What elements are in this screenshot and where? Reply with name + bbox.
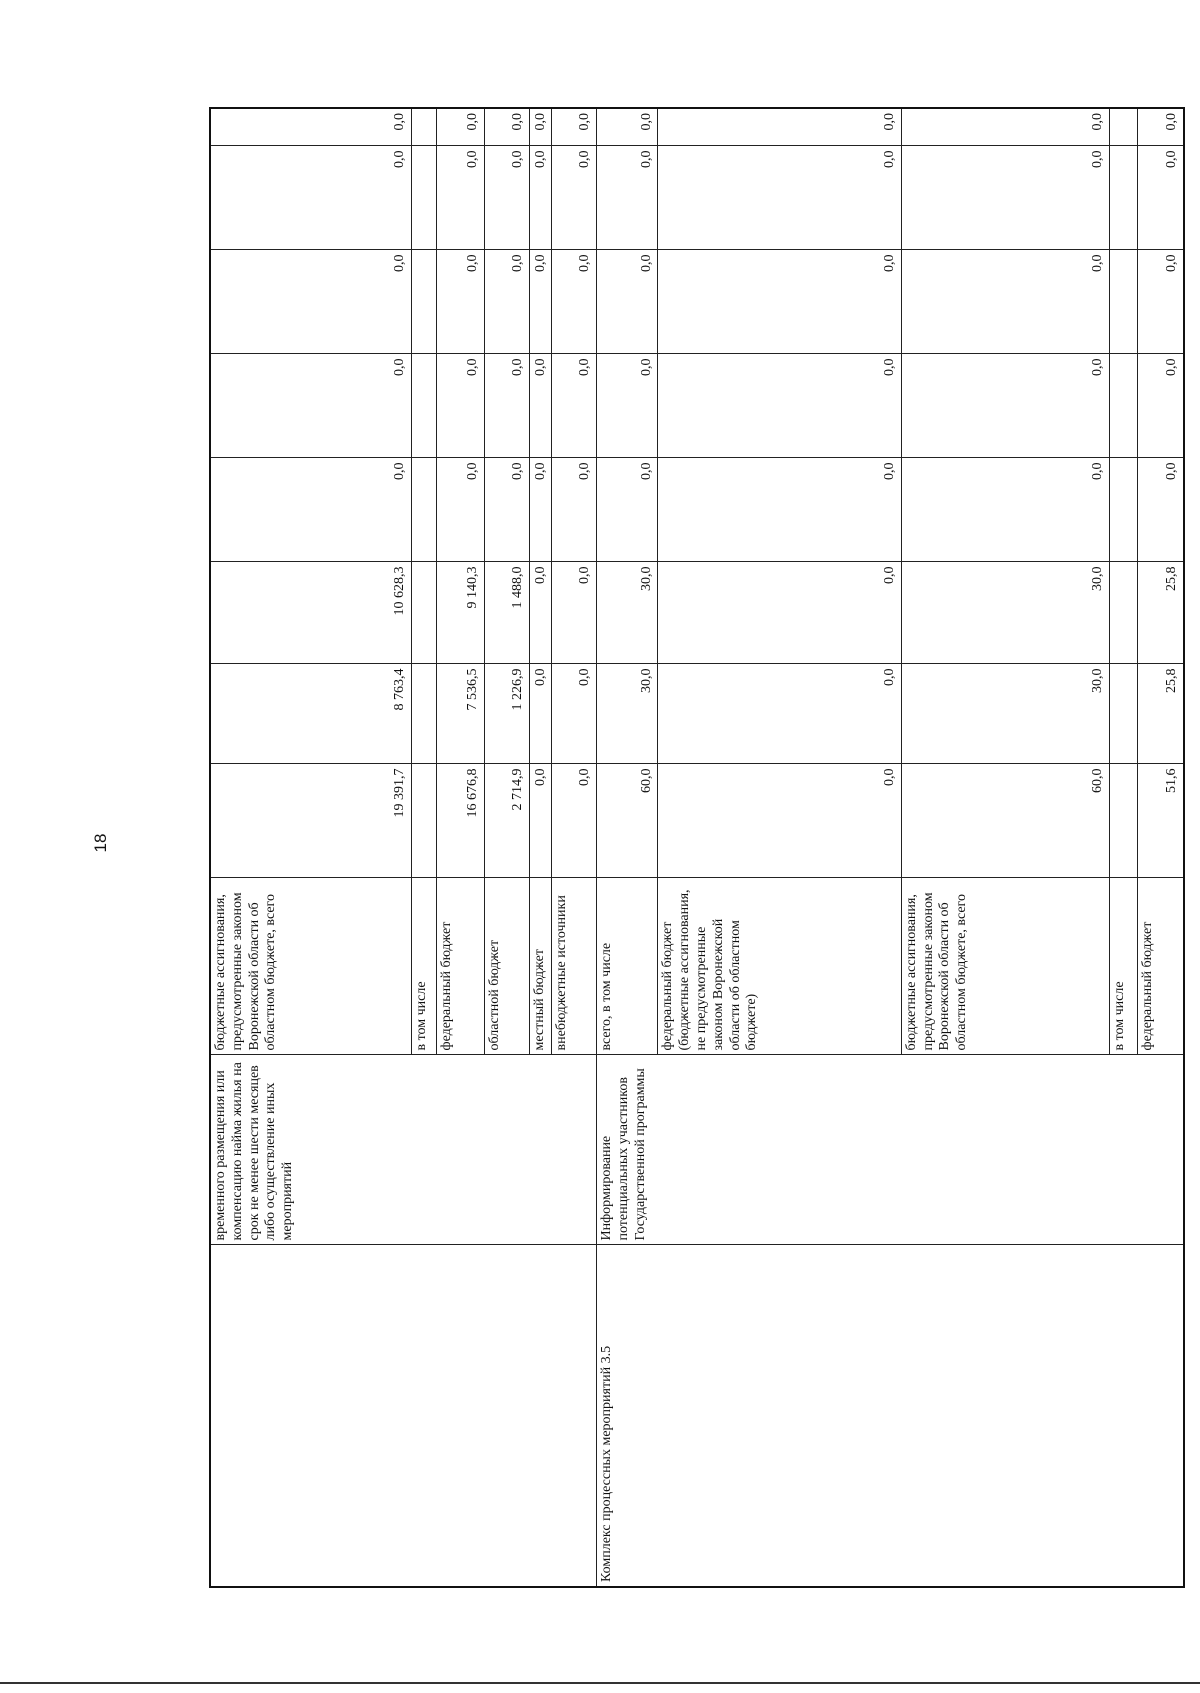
value-cell: 0,0 <box>437 146 485 250</box>
value-cell: 25,8 <box>1137 562 1184 664</box>
value-cell: 1 226,9 <box>484 664 529 764</box>
value-cell: 0,0 <box>484 354 529 458</box>
value-cell: 0,0 <box>901 108 1109 146</box>
value-cell: 0,0 <box>597 458 658 562</box>
row-label: областной бюджет <box>484 878 529 1055</box>
value-cell: 0,0 <box>484 146 529 250</box>
value-cell: 0,0 <box>552 250 597 354</box>
value-cell: 10 628,3 <box>210 562 412 664</box>
row-label: в том числе <box>412 878 437 1055</box>
value-cell: 0,0 <box>658 458 901 562</box>
value-cell: 0,0 <box>658 146 901 250</box>
value-cell: 7 536,5 <box>437 664 485 764</box>
value-cell: 0,0 <box>552 108 597 146</box>
value-cell: 9 140,3 <box>437 562 485 664</box>
value-cell: 0,0 <box>901 458 1109 562</box>
value-cell: 0,0 <box>552 458 597 562</box>
row-label: федеральный бюджет <box>1137 878 1184 1055</box>
value-cell: 0,0 <box>901 354 1109 458</box>
value-cell: 0,0 <box>901 250 1109 354</box>
complex-name-cell: Комплекс процессных мероприятий 3.5 <box>597 1245 1184 1587</box>
value-cell <box>1109 146 1137 250</box>
value-cell: 2 714,9 <box>484 764 529 878</box>
value-cell: 0,0 <box>597 146 658 250</box>
value-cell: 0,0 <box>484 458 529 562</box>
measure-name-cell: Информирование потенциальных участников Государственной программы <box>597 1055 1184 1245</box>
value-cell: 0,0 <box>529 146 552 250</box>
value-cell: 0,0 <box>901 146 1109 250</box>
row-label: бюджетные ассигнования, предусмотренные законом Воронежской области об областном бюджете, всего <box>210 878 412 1055</box>
value-cell: 0,0 <box>529 764 552 878</box>
rotated-table-container <box>209 109 1185 1588</box>
value-cell: 0,0 <box>529 354 552 458</box>
value-cell: 30,0 <box>901 562 1109 664</box>
value-cell <box>412 562 437 664</box>
scan-bottom-edge <box>0 1682 1200 1684</box>
table-row <box>597 108 658 1587</box>
value-cell <box>1109 764 1137 878</box>
value-cell: 0,0 <box>529 562 552 664</box>
value-cell: 0,0 <box>597 250 658 354</box>
value-cell <box>412 146 437 250</box>
value-cell: 60,0 <box>597 764 658 878</box>
table-row <box>210 108 412 1587</box>
value-cell: 0,0 <box>658 664 901 764</box>
row-label: бюджетные ассигнования, предусмотренные законом Воронежской области об областном бюджете, всего <box>901 878 1109 1055</box>
value-cell: 0,0 <box>597 108 658 146</box>
value-cell <box>412 664 437 764</box>
value-cell <box>1109 458 1137 562</box>
value-cell: 0,0 <box>597 354 658 458</box>
value-cell: 0,0 <box>658 354 901 458</box>
financing-table <box>209 107 1185 1588</box>
value-cell: 0,0 <box>437 108 485 146</box>
value-cell: 0,0 <box>1137 250 1184 354</box>
value-cell <box>412 354 437 458</box>
value-cell <box>412 764 437 878</box>
value-cell: 0,0 <box>210 250 412 354</box>
value-cell: 0,0 <box>1137 108 1184 146</box>
value-cell <box>412 250 437 354</box>
value-cell: 0,0 <box>658 250 901 354</box>
value-cell: 0,0 <box>529 250 552 354</box>
value-cell: 0,0 <box>552 354 597 458</box>
value-cell <box>1109 562 1137 664</box>
value-cell: 0,0 <box>210 458 412 562</box>
value-cell: 25,8 <box>1137 664 1184 764</box>
value-cell: 0,0 <box>529 458 552 562</box>
value-cell: 8 763,4 <box>210 664 412 764</box>
value-cell <box>1109 108 1137 146</box>
value-cell: 0,0 <box>1137 458 1184 562</box>
value-cell: 0,0 <box>437 354 485 458</box>
value-cell: 0,0 <box>658 764 901 878</box>
value-cell <box>1109 354 1137 458</box>
value-cell: 30,0 <box>901 664 1109 764</box>
value-cell: 0,0 <box>484 250 529 354</box>
row-label: местный бюджет <box>529 878 552 1055</box>
value-cell: 0,0 <box>1137 146 1184 250</box>
value-cell: 30,0 <box>597 562 658 664</box>
value-cell <box>412 108 437 146</box>
page-number: 18 <box>91 833 110 853</box>
value-cell: 0,0 <box>658 562 901 664</box>
value-cell: 60,0 <box>901 764 1109 878</box>
value-cell: 0,0 <box>552 562 597 664</box>
value-cell: 0,0 <box>437 250 485 354</box>
value-cell: 0,0 <box>552 146 597 250</box>
value-cell: 0,0 <box>552 764 597 878</box>
measure-name-cell: временного размещения или компенсацию найма жилья на срок не менее шести месяцев либо осуществление иных мероприятий <box>210 1055 597 1245</box>
value-cell: 30,0 <box>597 664 658 764</box>
value-cell: 16 676,8 <box>437 764 485 878</box>
row-label: внебюджетные источники <box>552 878 597 1055</box>
value-cell <box>1109 250 1137 354</box>
value-cell: 0,0 <box>658 108 901 146</box>
value-cell: 0,0 <box>210 108 412 146</box>
value-cell: 0,0 <box>552 664 597 764</box>
row-label: в том числе <box>1109 878 1137 1055</box>
value-cell: 0,0 <box>210 146 412 250</box>
row-label: федеральный бюджет <box>437 878 485 1055</box>
value-cell: 0,0 <box>210 354 412 458</box>
row-label: всего, в том числе <box>597 878 658 1055</box>
value-cell <box>412 458 437 562</box>
value-cell: 0,0 <box>529 108 552 146</box>
value-cell: 0,0 <box>437 458 485 562</box>
value-cell: 0,0 <box>529 664 552 764</box>
value-cell: 51,6 <box>1137 764 1184 878</box>
value-cell: 1 488,0 <box>484 562 529 664</box>
value-cell: 0,0 <box>484 108 529 146</box>
value-cell: 19 391,7 <box>210 764 412 878</box>
row-label: федеральный бюджет (бюджетные ассигнования, не предусмотренные законом Воронежской области об областном бюджете) <box>658 878 901 1055</box>
complex-cell-empty <box>210 1245 597 1587</box>
value-cell <box>1109 664 1137 764</box>
value-cell: 0,0 <box>1137 354 1184 458</box>
